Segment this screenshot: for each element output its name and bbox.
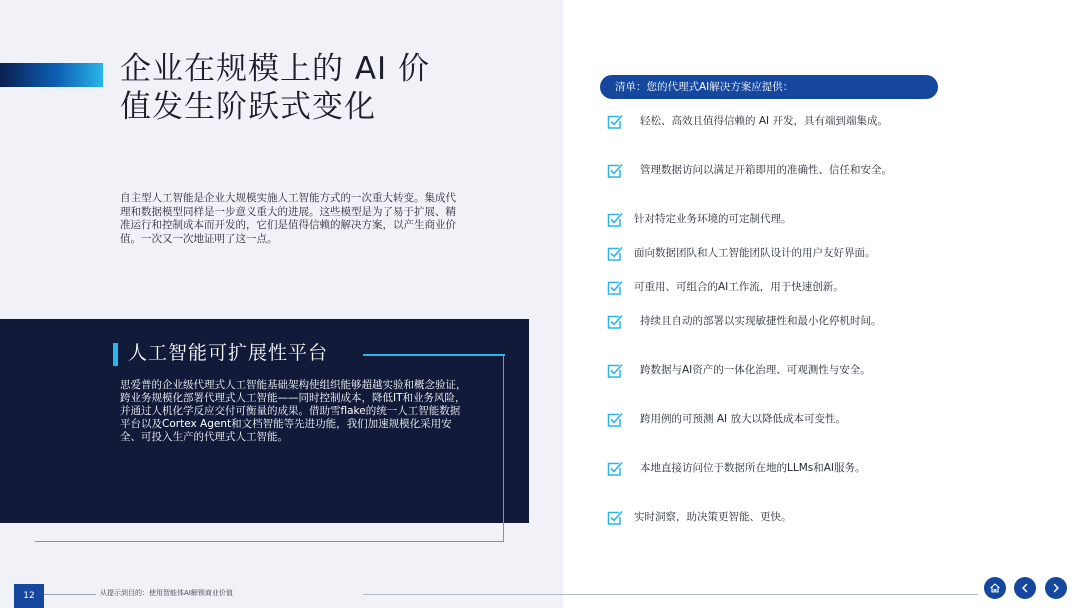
checklist-item [606,362,1066,380]
chevron-left-icon [1019,582,1031,594]
checklist-item [606,279,1066,297]
checkbox-checked-icon [606,460,623,477]
checkbox-checked-icon [606,313,623,330]
footer-divider [44,594,96,595]
checklist-item-text: 本地直接访问位于数据所在地的LLMs和AI服务。 [640,462,866,474]
checklist-header: 清单：您的代理式AI解决方案应提供： [600,75,938,99]
checkbox-checked-icon [606,113,623,130]
checklist-item [606,411,1066,429]
checkbox-checked-icon [606,245,623,262]
platform-body: 思爱普的企业级代理式人工智能基础架构使组织能够超越实验和概念验证，跨业务规模化部署代理式人工智能——同时控制成本，降低IT和业务风险，并通过人机化学反应交付可衡量的成果。借助雪flake的统一人工智能数据平台以及Cortex Agent和文档智能等先进功能，我们加速规模化采用安全、可投入生产的代理式人工智能。 [120,379,467,443]
checkbox-checked-icon [606,279,623,296]
page-number: 12 [14,584,44,608]
chevron-right-icon [1050,582,1062,594]
home-icon [989,582,1001,594]
checklist-item [606,460,1066,478]
checkbox-checked-icon [606,509,623,526]
checkbox-checked-icon [606,411,623,428]
checklist-item [606,509,1066,527]
checklist-item-text: 针对特定业务环境的可定制代理。 [634,213,792,225]
checkbox-checked-icon [606,162,623,179]
footer-divider [363,594,978,595]
checklist-item [606,113,1066,131]
next-page-button[interactable] [1045,577,1067,599]
checklist-item-text: 轻松、高效且值得信赖的 AI 开发，具有端到端集成。 [640,115,888,127]
previous-page-button[interactable] [1014,577,1036,599]
checklist-item-text: 跨用例的可预测 AI 放大以降低成本可变性。 [640,413,846,425]
title-accent-bar [0,63,103,87]
checkbox-checked-icon [606,362,623,379]
checkbox-checked-icon [606,211,623,228]
platform-title-rule [363,354,505,356]
checklist-item [606,162,1066,180]
checklist-item [606,245,1066,263]
home-button[interactable] [984,577,1006,599]
checklist-item-text: 面向数据团队和人工智能团队设计的用户友好界面。 [634,247,876,259]
page-title: 企业在规模上的 AI 价值发生阶跃式变化 [120,51,431,125]
footer-caption: 从提示到目的：使用智能体AI解锁商业价值 [100,589,233,597]
checklist-item-text: 持续且自动的部署以实现敏捷性和最小化停机时间。 [640,315,882,327]
platform-title-marker [113,343,118,366]
checklist-item-text: 管理数据访问以满足开箱即用的准确性、信任和安全。 [640,164,892,176]
checklist-item-text: 可重用、可组合的AI工作流，用于快速创新。 [634,281,844,293]
platform-title: 人工智能可扩展性平台 [128,342,329,364]
checklist-item [606,313,1066,331]
intro-paragraph: 自主型人工智能是企业大规模实施人工智能方式的一次重大转变。集成代理和数据模型同样是一步意义重大的进展。这些模型是为了易于扩展、精准运行和控制成本而开发的，它们是值得信赖的解决方案，以产生商业价值。一次又一次地证明了这一点。 [120,192,456,245]
checklist-item-text: 跨数据与AI资产的一体化治理、可观测性与安全。 [640,364,871,376]
checklist-item-text: 实时洞察，助决策更智能、更快。 [634,511,792,523]
checklist-item [606,211,1066,229]
